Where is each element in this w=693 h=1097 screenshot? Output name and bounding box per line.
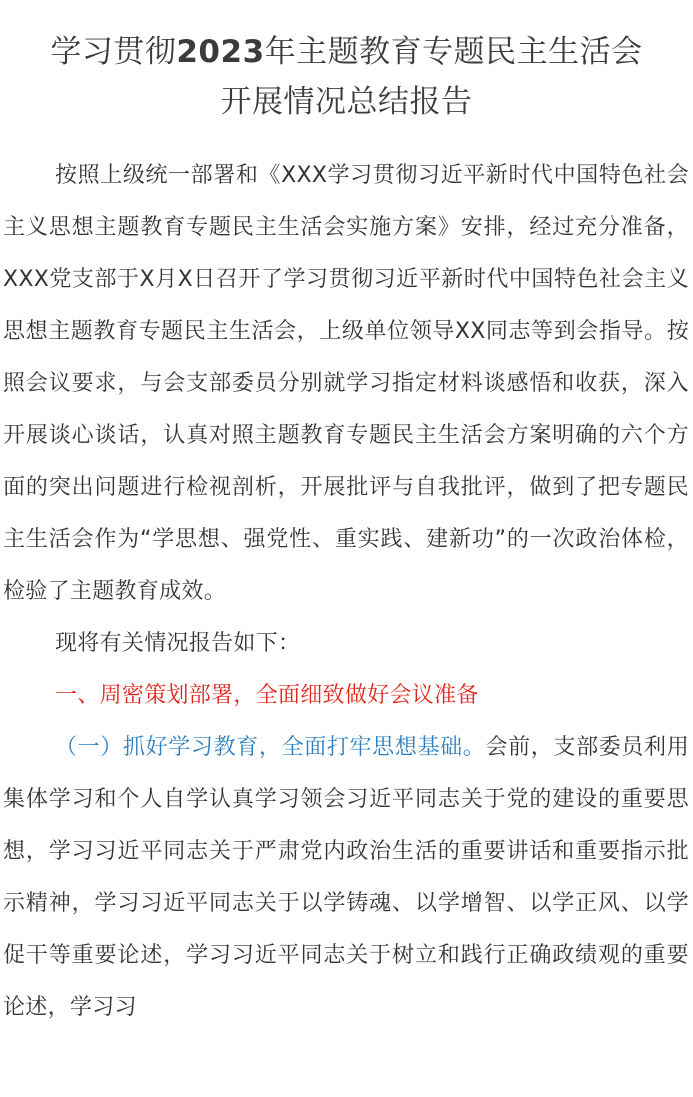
subsection-text-1: 会前，支部委员利用集体学习和个人自学认真学习领会习近平同志关于党的建设的重要思想，学习习近平同志关于严肃党内政治生活的重要讲话和重要指示批示精神，学习习近平同志关于以学铸魂、以学增智、以学正风、以学促干等重要论述，学习习近平同志关于树立和践行正确政绩观的重要论述，学习习 — [3, 735, 689, 1020]
subsection-paragraph-1 — [0, 722, 693, 1034]
section-heading-1: 一、周密策划部署，全面细致做好会议准备 — [55, 683, 479, 708]
document-title — [0, 0, 693, 127]
intro-paragraph: 按照上级统一部署和《XXX学习贯彻习近平新时代中国特色社会主义思想主题教育专题民主生活会实施方案》安排，经过充分准备，XXX党支部于X月X日召开了学习贯彻习近平新时代中国特色社会主义思想主题教育专题民主生活会，上级单位领导XX同志等到会指导。按照会议要求，与会支部委员分别就学习指定材料谈感悟和收获，深入开展谈心谈话，认真对照主题教育专题民主生活会方案明确的六个方面的突出问题进行检视剖析，开展批评与自我批评，做到了把专题民主生活会作为“学思想、强党性、重实践、建新功”的一次政治体检，检验了主题教育成效。 — [3, 163, 689, 604]
title-line1-pre: 学习贯彻 — [50, 34, 177, 70]
report-lead-paragraph: 现将有关情况报告如下： — [55, 631, 301, 656]
title-year: 2023 — [176, 34, 265, 70]
title-line1-post: 年主题教育专题民主生活会 — [264, 34, 643, 70]
subsection-heading-1: （一）抓好学习教育，全面打牢思想基础。 — [55, 735, 486, 760]
title-line2: 开展情况总结报告 — [220, 84, 473, 120]
